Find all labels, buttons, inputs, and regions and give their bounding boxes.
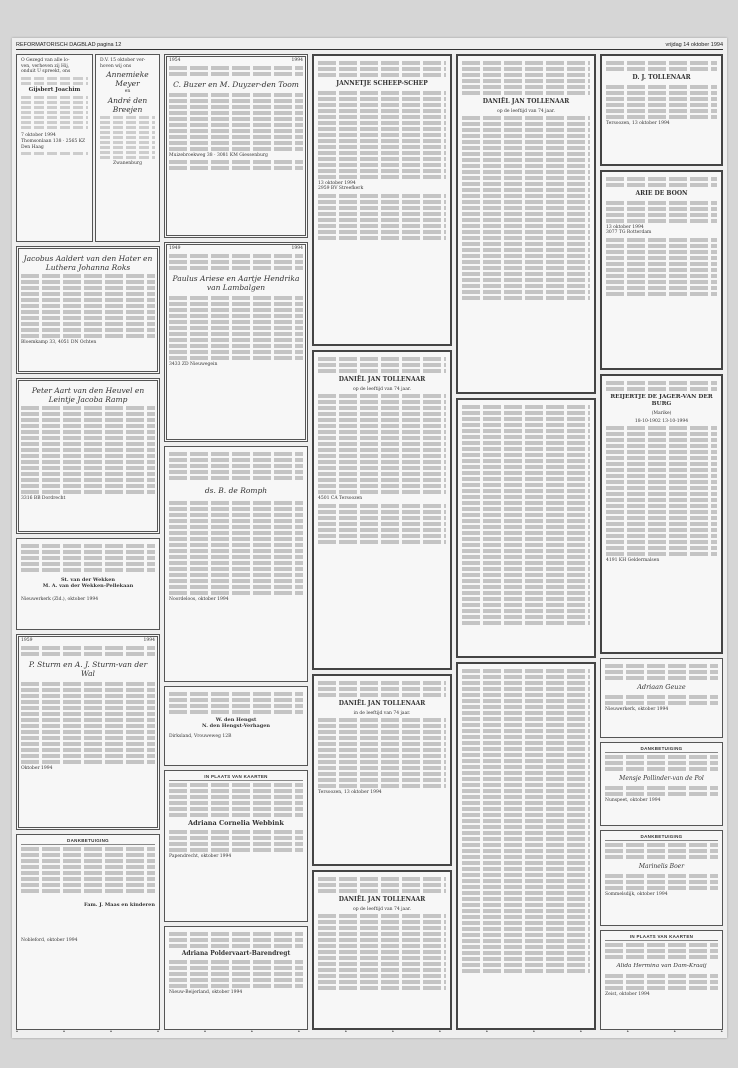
ad-place: Nieuwerkerk, oktober 1994 — [605, 707, 669, 712]
ad-romph — [164, 446, 308, 682]
ad-date: 13 oktober 1994 — [318, 180, 356, 186]
ad-nickname: (Marike) — [651, 411, 672, 416]
ad-name: Adriaan Geuze — [637, 683, 686, 691]
ad-place: Nieuw-Beijerland, oktober 1994 — [169, 989, 243, 995]
ad-name: Adriana Poldervaart-Barendregt — [181, 950, 291, 957]
ad-name: Jacobus Aaldert van den Hater en Luthera Johanna Roks — [23, 254, 153, 272]
header-left: REFORMATORISCH DAGBLAD pagina 12 — [16, 42, 122, 48]
header-right: vrijdag 14 oktober 1994 — [665, 42, 723, 48]
ad-boer — [600, 830, 723, 926]
ad-poldervaart — [164, 926, 308, 1030]
ad-name: Gijsbert Joachim — [28, 86, 81, 93]
ad-date: Tersoozen, 13 oktober 1994 — [606, 120, 670, 126]
ad-buzer — [164, 54, 308, 238]
ad-geuze — [600, 658, 723, 738]
ad-address: 3433 ZD Nieuwegein — [169, 361, 218, 367]
ad-line: onduit U spreekt, ons — [21, 69, 71, 75]
ad-right-tollenaar — [600, 54, 723, 166]
ad-age: in de leeftijd van 74 jaar. — [353, 710, 411, 716]
ad-pollinder — [600, 742, 723, 826]
ad-address: 4501 CA Tersoozen — [318, 496, 363, 502]
ad-name: D. J. TOLLENAAR — [632, 74, 691, 81]
ad-place: Dirksland, Vrouweweg 12B — [169, 734, 232, 740]
page-header — [16, 40, 723, 50]
ad-name: Alida Hermina van Dam-Kraaij — [616, 962, 707, 969]
ad-line: O Gezegd van alle lo- — [21, 58, 70, 63]
ad-year: 1994 — [291, 246, 303, 251]
ad-address: 4191 KH Geldermalsen — [606, 558, 660, 564]
ad-arie-de-boon — [600, 170, 723, 370]
ad-year: 1949 — [169, 246, 181, 251]
ad-dates: 18-10-1902 13-10-1994 — [634, 418, 689, 424]
ad-aaldert — [16, 246, 160, 374]
ad-place: Noordeloos, oktober 1994 — [169, 597, 229, 602]
ad-tollenaar-mid-3 — [456, 662, 596, 1030]
ad-tollenaar-3 — [312, 870, 452, 1030]
ad-conjunction: en — [124, 89, 131, 95]
ad-address: Thomsonlaan 138 · 2565 KZ Den Haag — [21, 138, 86, 150]
ad-address: 3077 TG Rotterdam — [606, 230, 652, 236]
ad-name: Adriana Cornelia Webbink — [188, 818, 284, 827]
ad-tollenaar-1 — [312, 350, 452, 670]
ad-name: ds. B. de Romph — [204, 486, 268, 495]
ad-address: Bloemkamp 33, 4051 DN Ochten — [21, 340, 97, 345]
ad-heading: DANKBETUIGING — [605, 746, 718, 753]
ad-tollenaar-2 — [312, 674, 452, 866]
ad-place: Papendrecht, oktober 1994 — [169, 854, 232, 860]
ad-name: DANIËL JAN TOLLENAAR — [338, 700, 426, 707]
ad-name: Mensje Pollinder-van de Pol — [619, 774, 704, 782]
ad-address: 3316 BB Dordrecht — [21, 496, 66, 501]
ad-name: St. van der Wekken — [60, 577, 116, 583]
ad-place: Zeist, oktober 1994 — [605, 991, 650, 997]
ad-name: DANIËL JAN TOLLENAAR — [338, 896, 426, 903]
ad-van-dam — [600, 930, 723, 1030]
ad-year: 1994 — [291, 58, 303, 63]
page-footer-marks: ▴ ▴ ▴ ▴ ▴ ▴ ▴ ▴ ▴ ▴ ▴ ▴ ▴ ▴ ▴ ▴ — [16, 1028, 723, 1033]
ad-name: Marinelis Boer — [638, 862, 685, 870]
ad-name: REIJERTJE DE JAGER-VAN DER BURG — [610, 394, 713, 407]
ad-heading: IN PLAATS VAN KAARTEN — [605, 934, 718, 941]
ad-tollenaar-mid-2 — [456, 398, 596, 658]
ad-name: Annemieke Meyer — [106, 70, 149, 89]
ad-joachim — [16, 54, 93, 242]
ad-date: 13 oktober 1994 — [606, 224, 644, 230]
ad-date: 7 oktober 1994 — [21, 133, 56, 139]
ad-scheep — [312, 54, 452, 346]
ad-place: Nobleford, oktober 1994 — [21, 938, 78, 944]
ad-name: Peter Aart van den Heuvel en Leintje Jacoba Ramp — [31, 386, 145, 404]
ad-address: 2959 BV Streefkerk — [318, 186, 364, 192]
ad-name: André den Breejen — [107, 95, 148, 114]
ad-name: ARIE DE BOON — [635, 190, 688, 197]
newspaper-page — [12, 38, 727, 1038]
ad-date: Oktober 1994 — [21, 765, 53, 771]
ad-ariese — [164, 242, 308, 442]
ad-place: Nieuwerkerk (Zld.), oktober 1994 — [21, 597, 99, 603]
ad-name: DANIËL JAN TOLLENAAR — [482, 98, 570, 105]
ad-heading: IN PLAATS VAN KAARTEN — [169, 774, 303, 781]
ad-age: op de leeftijd van 74 jaar. — [497, 108, 555, 114]
ad-heading: DANKBETUIGING — [21, 838, 155, 845]
ad-address: Muizebroekweg 38 · 3081 KM Giessenburg — [169, 152, 268, 158]
ad-name: C. Buzer en M. Duyzer-den Toom — [173, 79, 299, 89]
ad-hengst — [164, 686, 308, 766]
ad-year: 1959 — [21, 638, 33, 643]
ad-name: JANNETJE SCHEEP-SCHEP — [336, 80, 428, 87]
ad-wekken — [16, 538, 160, 630]
ad-place: Sommelsdijk, oktober 1994 — [605, 891, 668, 897]
ad-address: Zwanenburg — [113, 160, 142, 166]
ad-name: DANIËL JAN TOLLENAAR — [338, 376, 426, 383]
ad-meyer — [95, 54, 160, 242]
ad-heading: DANKBETUIGING — [605, 834, 718, 841]
ad-line: D.V. 15 oktober ver-hoven wij ons — [100, 58, 146, 69]
ad-line: ven, verheven zij Hij, — [21, 63, 70, 69]
ad-dankbetuiging-maas — [16, 834, 160, 1030]
ad-name: Paulus Ariese en Aartje Hendrika van Lambalgen — [172, 273, 300, 292]
ad-age: op de leeftijd van 74 jaar. — [353, 386, 411, 392]
ad-name: M. A. van der Wekken-Pellekaan — [42, 582, 134, 589]
ad-year: 1994 — [143, 638, 155, 643]
ad-sturm — [16, 634, 160, 830]
ad-name: Fam. J. Maas en kinderen — [83, 901, 155, 908]
ad-webbink — [164, 770, 308, 922]
ad-reijertje — [600, 374, 723, 654]
ad-name: W. den Hengst — [215, 717, 257, 723]
ad-name: P. Sturm en A. J. Sturm-van der Wal — [28, 659, 148, 678]
ad-place: Nunspeet, oktober 1994 — [605, 797, 661, 803]
ad-heuvel — [16, 378, 160, 534]
ad-date: Tersoozen, 13 oktober 1994 — [318, 790, 382, 796]
ad-name: N. den Hengst-Verhagen — [201, 722, 271, 729]
ad-year: 1954 — [169, 58, 181, 63]
ad-age: op de leeftijd van 74 jaar. — [353, 906, 411, 912]
ad-tollenaar-mid-1 — [456, 54, 596, 394]
